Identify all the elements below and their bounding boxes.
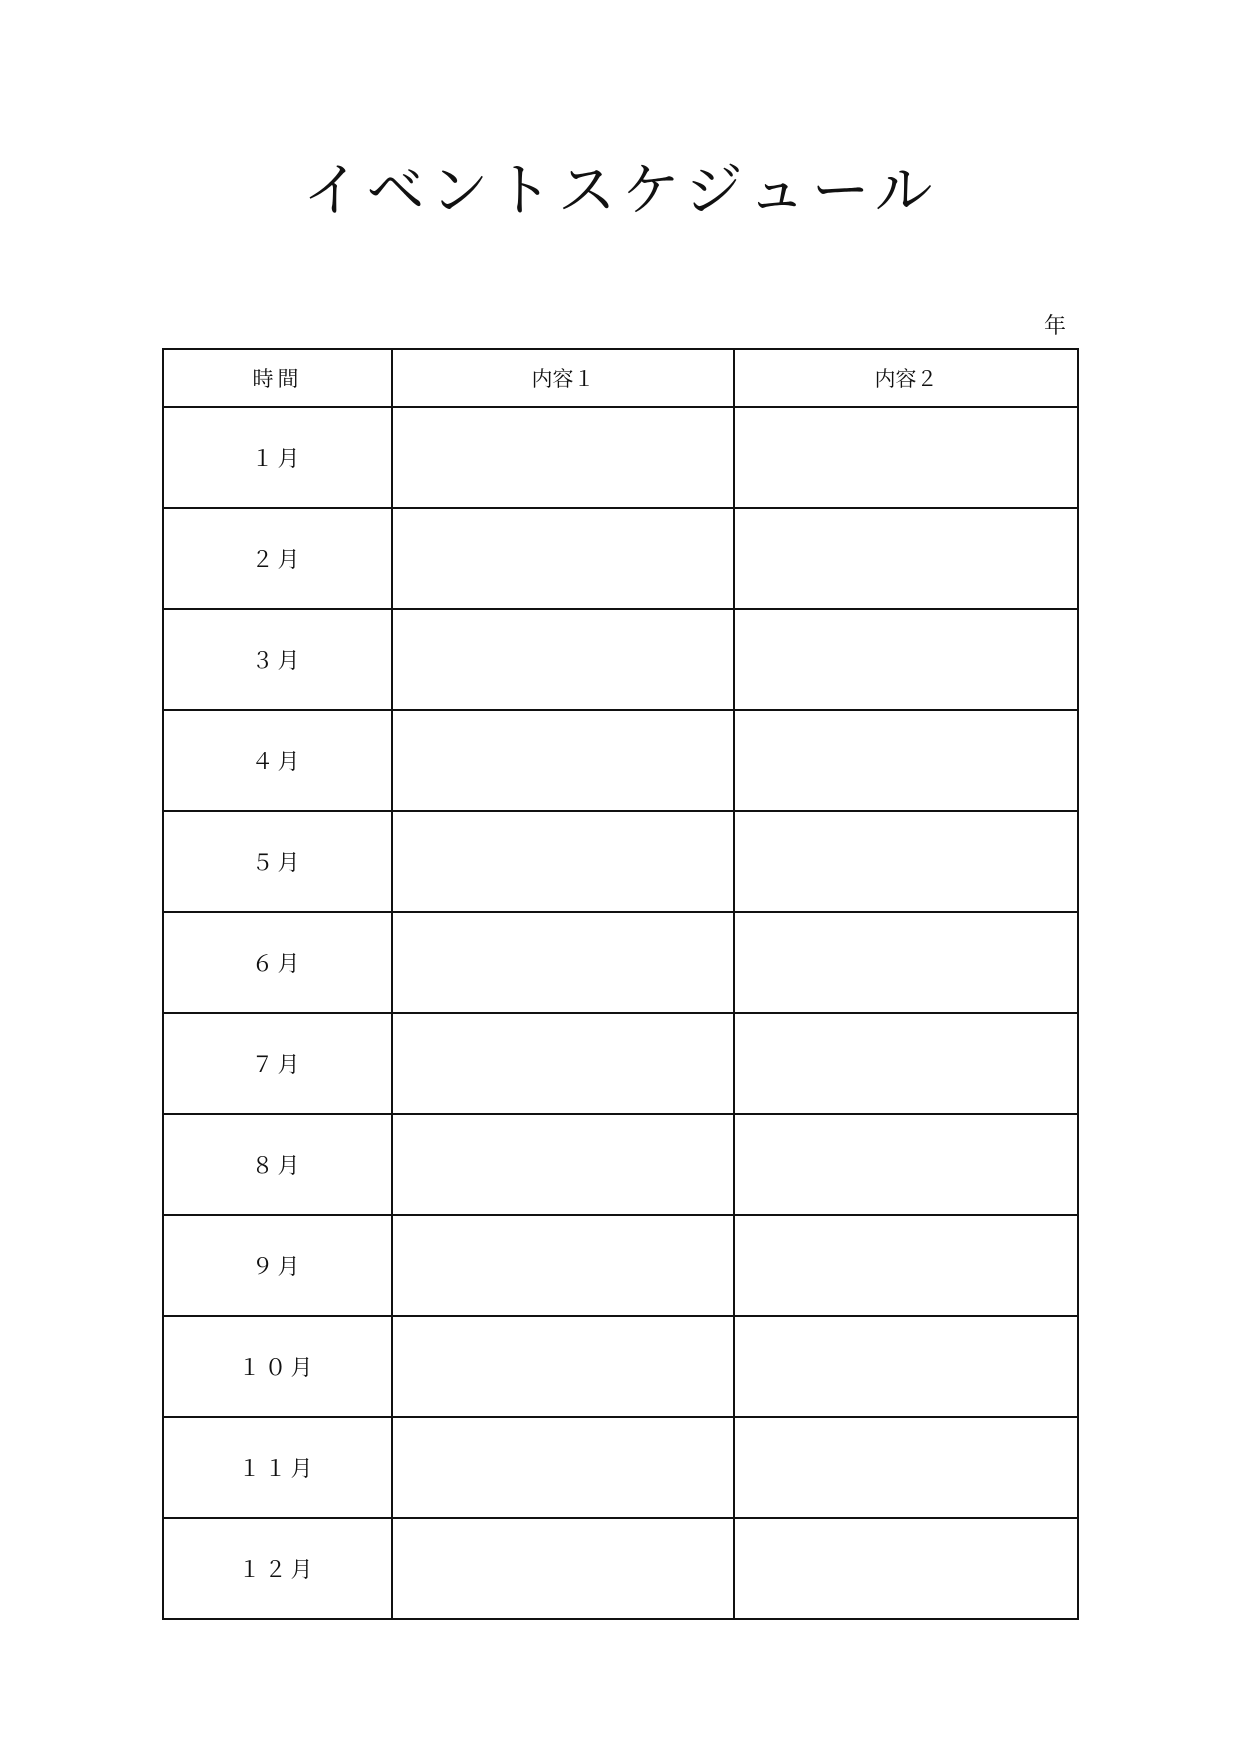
content-1-cell[interactable]	[392, 1518, 734, 1619]
header-content-1-label: 内容１	[531, 367, 595, 391]
table-row	[163, 811, 1078, 912]
time-cell	[163, 1518, 392, 1619]
time-label: １０月	[238, 1356, 317, 1381]
content-1-cell[interactable]	[392, 407, 734, 508]
time-label: ５月	[251, 851, 304, 876]
time-cell	[163, 710, 392, 811]
content-2-cell[interactable]	[734, 508, 1078, 609]
year-label: 年	[1043, 314, 1066, 339]
time-cell	[163, 609, 392, 710]
time-label: １２月	[238, 1558, 317, 1583]
header-content-1	[392, 349, 734, 407]
time-label: ２月	[251, 548, 304, 573]
table-row	[163, 1114, 1078, 1215]
content-1-cell[interactable]	[392, 1417, 734, 1518]
table-row	[163, 1417, 1078, 1518]
content-2-cell[interactable]	[734, 1417, 1078, 1518]
table-row	[163, 710, 1078, 811]
time-cell	[163, 1013, 392, 1114]
time-label: ４月	[251, 750, 304, 775]
time-cell	[163, 912, 392, 1013]
table-row	[163, 1215, 1078, 1316]
content-2-cell[interactable]	[734, 1518, 1078, 1619]
page-title: イベントスケジュール	[302, 156, 939, 224]
content-2-cell[interactable]	[734, 811, 1078, 912]
table-header-row	[163, 349, 1078, 407]
header-content-2	[734, 349, 1078, 407]
content-1-cell[interactable]	[392, 1316, 734, 1417]
content-1-cell[interactable]	[392, 912, 734, 1013]
content-2-cell[interactable]	[734, 710, 1078, 811]
time-label: ８月	[251, 1154, 304, 1179]
time-label: ６月	[251, 952, 304, 977]
content-1-cell[interactable]	[392, 1215, 734, 1316]
content-1-cell[interactable]	[392, 1114, 734, 1215]
table-row	[163, 1316, 1078, 1417]
table-row	[163, 407, 1078, 508]
time-cell	[163, 1316, 392, 1417]
table-row	[163, 1013, 1078, 1114]
content-2-cell[interactable]	[734, 609, 1078, 710]
content-2-cell[interactable]	[734, 1013, 1078, 1114]
content-1-cell[interactable]	[392, 1013, 734, 1114]
time-cell	[163, 407, 392, 508]
content-2-cell[interactable]	[734, 912, 1078, 1013]
time-cell	[163, 1417, 392, 1518]
time-label: ７月	[251, 1053, 304, 1078]
content-1-cell[interactable]	[392, 811, 734, 912]
time-cell	[163, 1114, 392, 1215]
time-label: ９月	[251, 1255, 304, 1280]
content-1-cell[interactable]	[392, 508, 734, 609]
time-cell	[163, 508, 392, 609]
time-label: １１月	[238, 1457, 317, 1482]
content-2-cell[interactable]	[734, 1114, 1078, 1215]
time-cell	[163, 811, 392, 912]
table-row	[163, 912, 1078, 1013]
table-row	[163, 508, 1078, 609]
content-1-cell[interactable]	[392, 710, 734, 811]
time-label: ３月	[251, 649, 304, 674]
content-2-cell[interactable]	[734, 407, 1078, 508]
header-content-2-label: 内容２	[874, 367, 938, 391]
header-time	[163, 349, 392, 407]
table-row	[163, 609, 1078, 710]
time-label: １月	[251, 447, 304, 472]
content-1-cell[interactable]	[392, 609, 734, 710]
schedule-table	[162, 348, 1079, 1620]
header-time-label: 時間	[252, 367, 303, 391]
time-cell	[163, 1215, 392, 1316]
content-2-cell[interactable]	[734, 1316, 1078, 1417]
table-row	[163, 1518, 1078, 1619]
content-2-cell[interactable]	[734, 1215, 1078, 1316]
